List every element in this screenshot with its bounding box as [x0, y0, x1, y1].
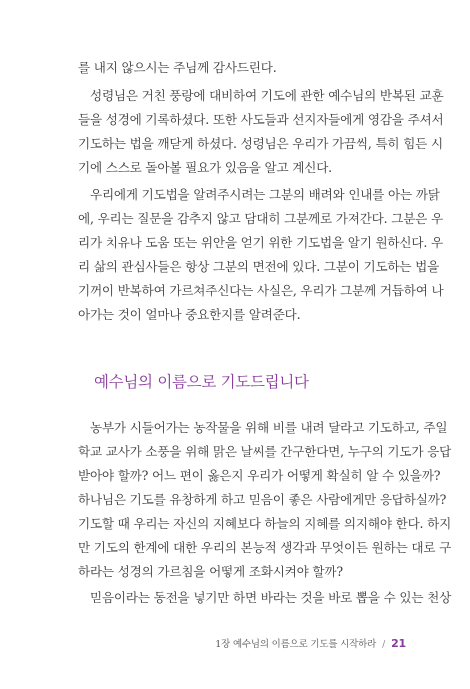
body-line: 믿음이라는 동전을 넣기만 하면 바라는 것을 바로 뽑을 수 있는 천상: [90, 590, 452, 605]
body-line: 기에 스스로 돌아볼 필요가 있음을 알고 계신다.: [78, 160, 332, 175]
section-heading: 예수님의 이름으로 기도드립니다: [94, 373, 309, 391]
page-number: 21: [391, 637, 406, 650]
body-line: 성령님은 거친 풍랑에 대비하여 기도에 관한 예수님의 반복된 교훈: [90, 88, 444, 103]
body-line: 기도할 때 우리는 자신의 지혜보다 하늘의 지혜를 의지해야 한다. 하지: [78, 516, 452, 531]
body-line: 우리에게 기도법을 알려주시려는 그분의 배려와 인내를 아는 까닭: [90, 187, 440, 202]
body-line: 만 기도의 한계에 대한 우리의 본능적 생각과 무엇이든 원하는 대로 구: [78, 540, 452, 555]
body-line: 하나님은 기도를 유창하게 하고 믿음이 좋은 사람에게만 응답하실까?: [78, 492, 447, 507]
body-line: 리 삶의 관심사들은 항상 그분의 면전에 있다. 그분이 기도하는 법을: [78, 259, 440, 274]
body-line: 아가는 것이 얼마나 중요한지를 알려준다.: [78, 307, 301, 322]
body-line: 에, 우리는 질문을 감추지 않고 담대히 그분께로 가져간다. 그분은 우: [78, 211, 443, 226]
body-line: 학교 교사가 소풍을 위해 맑은 날씨를 간구한다면, 누구의 기도가 응답: [78, 444, 452, 459]
page-footer: [215, 636, 406, 650]
body-line: 를 내지 않으시는 주님께 감사드린다.: [78, 60, 277, 75]
body-line: 리가 치유나 도움 또는 위안을 얻기 위한 기도법을 알기 원하신다. 우: [78, 235, 443, 250]
body-line: 들을 성경에 기록하셨다. 또한 사도들과 선지자들에게 영감을 주셔서: [78, 112, 444, 127]
body-line: 기꺼이 반복하여 가르쳐주신다는 사실은, 우리가 그분께 거듭하여 나: [78, 283, 444, 298]
chapter-number: 1장: [215, 639, 231, 650]
body-line: 농부가 시들어가는 농작물을 위해 비를 내려 달라고 기도하고, 주일: [90, 420, 448, 435]
chapter-title: 예수님의 이름으로 기도를 시작하라: [232, 639, 377, 650]
body-line: 받아야 할까? 어느 편이 옳은지 우리가 어떻게 확실히 알 수 있을까?: [78, 468, 441, 483]
body-line: 하라는 성경의 가르침을 어떻게 조화시켜야 할까?: [78, 564, 343, 579]
footer-separator: /: [382, 639, 386, 650]
body-line: 기도하는 법을 깨닫게 하셨다. 성령님은 우리가 가끔씩, 특히 힘든 시: [78, 136, 443, 151]
